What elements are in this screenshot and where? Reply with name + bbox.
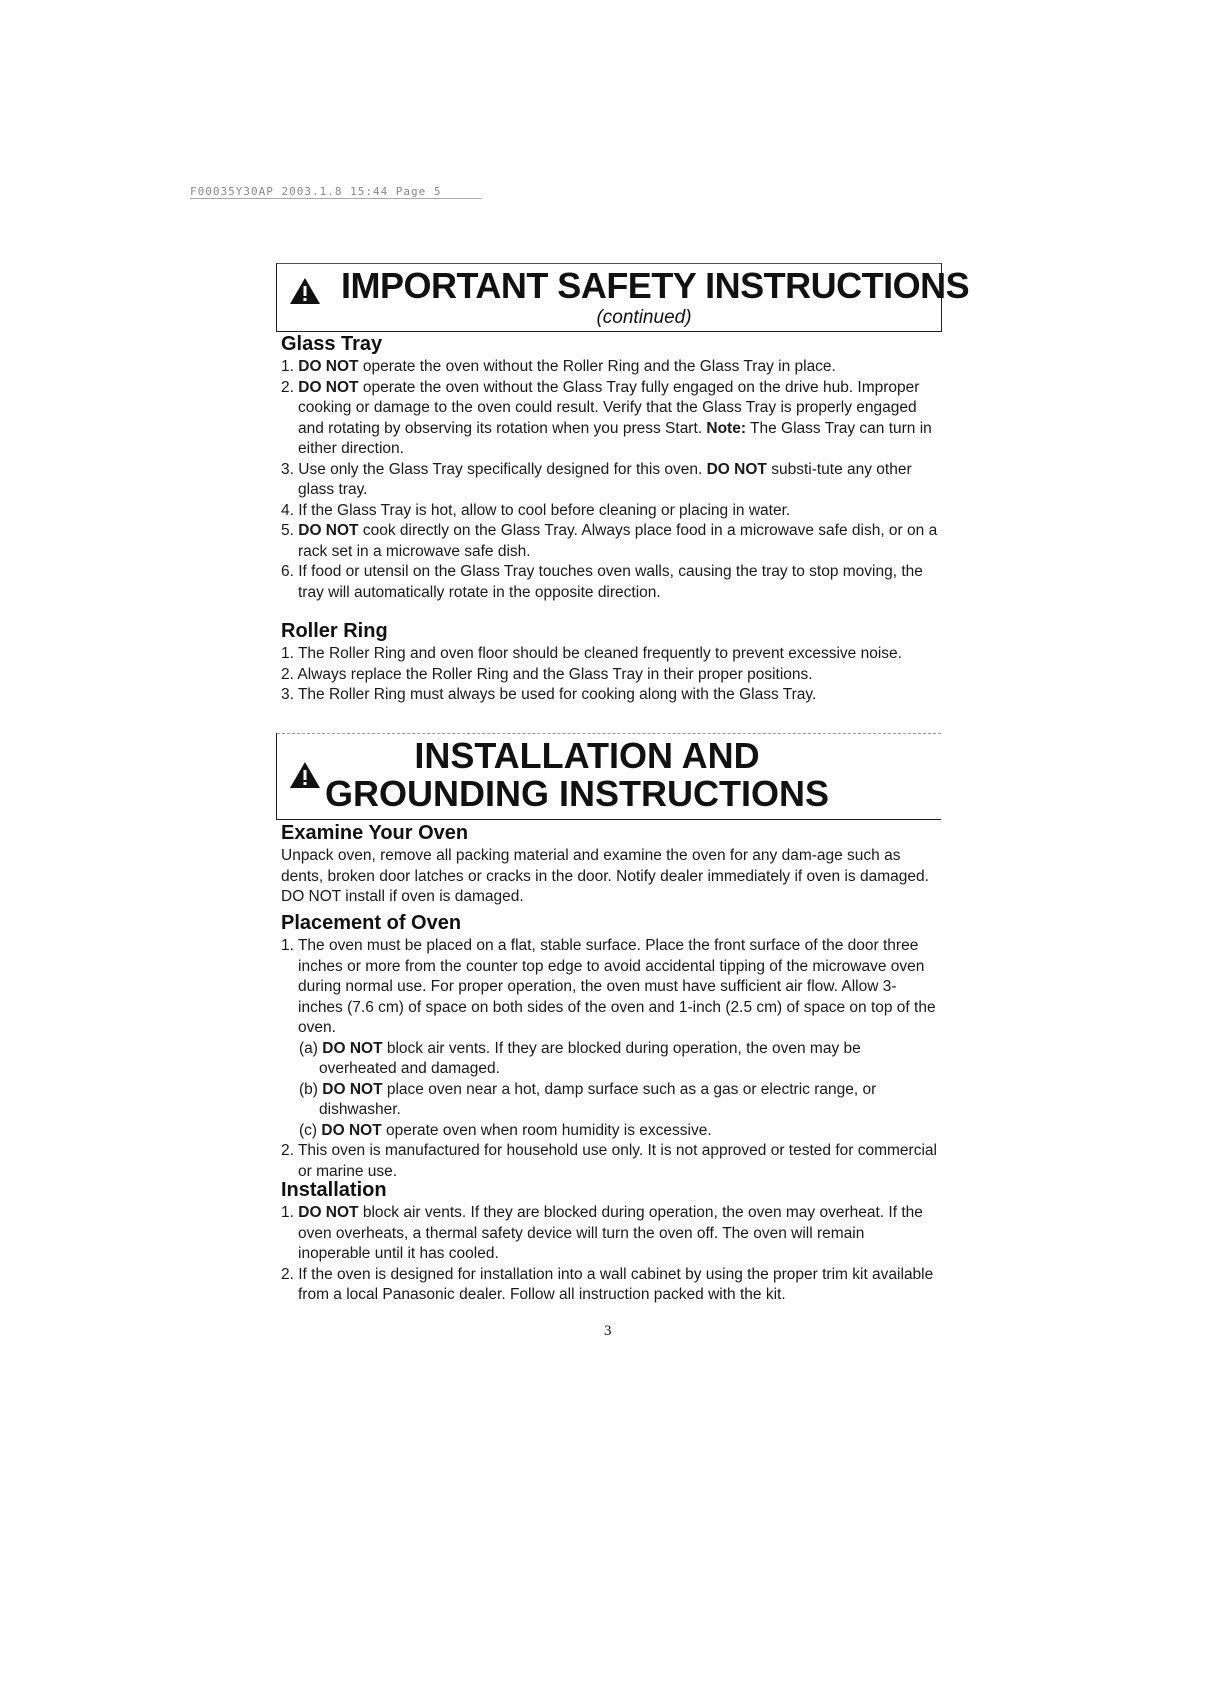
list-item: 6. If food or utensil on the Glass Tray touches oven walls, causing the tray to stop moving, the tray will automatically rotate in the opposite direction. — [281, 563, 923, 601]
glass-tray-section — [281, 333, 941, 603]
section-heading: Roller Ring — [281, 620, 388, 642]
list-item: 1. DO NOT block air vents. If they are blocked during operation, the oven may overheat. If the oven overheats, a thermal safety device will turn the oven off. The oven will remain inoperable until it has cooled. — [281, 1204, 923, 1262]
section-heading: Installation — [281, 1179, 387, 1201]
examine-section — [281, 822, 941, 908]
sub-item: (b) DO NOT place oven near a hot, damp surface such as a gas or electric range, or dishwasher. — [299, 1080, 877, 1118]
section-heading: Examine Your Oven — [281, 822, 469, 844]
safety-title-box — [276, 263, 970, 332]
list-item: 3. The Roller Ring must always be used for cooking along with the Glass Tray. — [281, 686, 817, 703]
sub-item: (c) DO NOT operate oven when room humidity is excessive. — [299, 1121, 712, 1139]
page-number: 3 — [604, 1323, 612, 1339]
scan-header: F00035Y30AP 2003.1.8 15:44 Page 5 — [190, 185, 482, 198]
list-item: 5. DO NOT cook directly on the Glass Tray. Always place food in a microwave safe dish, or on a rack set in a microwave safe dish. — [281, 522, 938, 560]
installation-title-line2: GROUNDING INSTRUCTIONS — [325, 773, 829, 814]
safety-title: IMPORTANT SAFETY INSTRUCTIONS — [341, 265, 970, 306]
warning-triangle-icon — [289, 277, 321, 305]
list-item: 3. Use only the Glass Tray specifically designed for this oven. DO NOT substi-tute any other glass tray. — [281, 460, 912, 498]
roller-ring-section — [281, 620, 941, 706]
list-item: 4. If the Glass Tray is hot, allow to cool before cleaning or placing in water. — [281, 501, 791, 519]
list-item: 2. Always replace the Roller Ring and the Glass Tray in their proper positions. — [281, 665, 813, 683]
list-item: 1. DO NOT operate the oven without the Roller Ring and the Glass Tray in place. — [281, 358, 836, 375]
installation-title-line1: INSTALLATION AND — [414, 735, 760, 776]
list-item: 2. If the oven is designed for installation into a wall cabinet by using the proper trim kit available from a local Panasonic dealer. Follow all instruction packed with the kit. — [281, 1265, 934, 1303]
continued-label: (continued) — [596, 307, 692, 328]
placement-section — [281, 912, 941, 1182]
list-item: 2. This oven is manufactured for household use only. It is not approved or tested for commercial or marine use. — [281, 1142, 937, 1180]
list-item: 2. DO NOT operate the oven without the Glass Tray fully engaged on the drive hub. Improper cooking or damage to the oven could result. Verify that the Glass Tray is properly engaged and rotating by observing its rotation when you press Start. Note: The Glass Tray can turn in either direction. — [281, 378, 932, 457]
installation-section — [281, 1179, 941, 1306]
sub-item: (a) DO NOT block air vents. If they are blocked during operation, the oven may be overheated and damaged. — [299, 1039, 861, 1077]
list-item: 1. The Roller Ring and oven floor should be cleaned frequently to prevent excessive noise. — [281, 645, 902, 662]
section-heading: Glass Tray — [281, 333, 383, 355]
section-heading: Placement of Oven — [281, 912, 462, 934]
examine-text: Unpack oven, remove all packing material and examine the oven for any dam-age such as dents, broken door latches or cracks in the door. Notify dealer immediately if oven is damaged. DO NOT install if oven is damaged. — [281, 847, 929, 905]
list-item: 1. The oven must be placed on a flat, stable surface. Place the front surface of the door three inches or more from the counter top edge to avoid accidental tipping of the microwave oven during normal use. For proper operation, the oven must have sufficient air flow. Allow 3-inches (7.6 cm) of space on both sides of the oven and 1-inch (2.5 cm) of space on top of the oven. — [281, 937, 936, 1036]
installation-title-box — [276, 733, 941, 820]
